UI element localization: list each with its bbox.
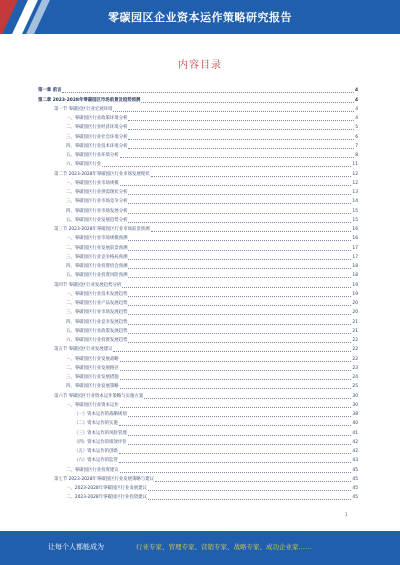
toc-entry-page: 43 <box>352 458 358 464</box>
toc-leader-dots <box>141 101 354 103</box>
toc-leader-dots <box>128 434 352 436</box>
toc-entry-page: 22 <box>352 347 358 353</box>
toc-entry[interactable] <box>38 493 358 502</box>
toc-entry-label: 二、2023-2028年零碳园区行业投资建议 <box>66 495 148 501</box>
toc-entry-label: 三、零碳园区行业社会环境分析 <box>66 134 128 140</box>
toc-entry[interactable] <box>38 142 358 151</box>
toc-entry[interactable] <box>38 484 358 493</box>
toc-entry[interactable] <box>38 336 358 345</box>
toc-entry[interactable] <box>38 327 358 336</box>
toc-entry-label: （一）资本运作的战略规划 <box>74 412 127 417</box>
toc-leader-dots <box>128 304 351 306</box>
toc-entry-label: 第六节 零碳园区行业资本运作策略与实施方案 <box>54 393 144 399</box>
toc-entry-page: 20 <box>352 310 358 316</box>
toc-entry-label: 二、零碳园区行业发展路径 <box>66 365 119 371</box>
header-banner <box>0 0 400 34</box>
toc-entry-label: 第一章 前言 <box>38 88 62 94</box>
toc-entry-page: 21 <box>352 328 358 334</box>
toc-leader-dots <box>120 471 352 473</box>
toc-entry-page: 41 <box>352 430 358 436</box>
toc-leader-dots <box>128 221 351 223</box>
toc-entry-label: 五、零碳园区行业发展趋势分析 <box>66 217 128 223</box>
toc-entry[interactable] <box>38 419 358 428</box>
toc-entry-label: 二、零碳园区行业经济环境分析 <box>66 125 128 131</box>
toc-entry[interactable] <box>38 132 358 141</box>
toc-entry-page: 15 <box>352 217 358 223</box>
toc-entry-page: 23 <box>352 365 358 371</box>
toc-leader-dots <box>120 378 352 380</box>
toc-leader-dots <box>155 480 351 482</box>
toc-leader-dots <box>148 498 351 500</box>
toc-entry-page: 38 <box>352 412 358 417</box>
toc-leader-dots <box>119 452 351 454</box>
toc-entry-page: 42 <box>352 439 358 445</box>
toc-leader-dots <box>128 212 351 214</box>
toc-entry-page: 5 <box>355 125 358 131</box>
toc-leader-dots <box>128 415 352 417</box>
toc-entry-label: （三）资本运作的风险管理 <box>74 430 127 436</box>
toc-entry[interactable] <box>38 345 358 354</box>
toc-entry-label: 六、零碳园区行业 <box>66 162 102 168</box>
toc-entry-label: 五、零碳园区行业环境分析 <box>66 153 119 158</box>
toc-entry-page: 8 <box>355 153 358 158</box>
toc-entry[interactable] <box>38 438 358 447</box>
toc-entry-page: 21 <box>352 319 358 325</box>
toc-entry-page: 45 <box>352 495 358 501</box>
toc-entry[interactable] <box>38 160 358 169</box>
toc-entry-label: 五、零碳园区行业投资风险预测 <box>66 273 128 279</box>
toc-entry-page: 18 <box>352 273 358 279</box>
toc-entry-page: 14 <box>352 199 358 205</box>
toc-entry[interactable] <box>38 308 358 317</box>
toc-entry[interactable] <box>38 465 358 474</box>
toc-entry[interactable] <box>38 188 358 197</box>
toc-entry-label: 第三节 2023-2028年零碳园区行业市场前景预测 <box>54 227 150 232</box>
toc-entry-label: 一、零碳园区行业资本运作 <box>66 402 119 408</box>
toc-entry[interactable] <box>38 123 358 132</box>
toc-entry[interactable] <box>38 391 358 400</box>
toc-entry-label: 二、零碳园区行业投资建议 <box>66 467 119 473</box>
toc-entry-page: 45 <box>352 476 358 482</box>
toc-entry-page: 45 <box>352 486 358 491</box>
toc-entry-label: 二、零碳园区行业供需现状分析 <box>66 190 128 195</box>
toc-entry-label: 第七节 2023-2028年零碳园区行业发展策略与建议 <box>54 476 154 482</box>
toc-entry[interactable] <box>38 253 358 262</box>
toc-leader-dots <box>128 295 351 297</box>
toc-entry-label: 三、零碳园区行业竞争格局预测 <box>66 254 128 260</box>
toc-entry-label: 四、零碳园区行业市场发展分析 <box>66 208 128 214</box>
toc-leader-dots <box>120 406 352 408</box>
footer-slogan: 让每个人都能成为 <box>48 543 104 551</box>
toc-entry-page: 22 <box>352 356 358 362</box>
toc-entry[interactable] <box>38 86 358 95</box>
toc-entry[interactable] <box>38 401 358 410</box>
toc-entry-label: 四、零碳园区行业发展策略 <box>66 384 119 390</box>
toc-leader-dots <box>128 332 351 334</box>
toc-entry[interactable] <box>38 299 358 308</box>
toc-entry[interactable] <box>38 95 358 104</box>
toc-entry-label: 一、零碳园区行业发展战略 <box>66 356 119 362</box>
toc-entry-page: 11 <box>352 162 358 168</box>
toc-entry[interactable] <box>38 225 358 234</box>
toc-entry-page: 13 <box>352 190 358 195</box>
toc-entry-label: 四、零碳园区行业技术环境分析 <box>66 143 128 149</box>
toc-entry-page: 4 <box>355 116 358 121</box>
toc-entry[interactable] <box>38 151 358 160</box>
toc-entry[interactable] <box>38 243 358 252</box>
toc-entry-label: 第一节 零碳园区行业宏观环境 <box>54 106 113 112</box>
toc-entry-page: 30 <box>352 402 358 408</box>
toc-leader-dots <box>128 276 351 278</box>
toc-entry-page: 4 <box>355 106 358 112</box>
toc-leader-dots <box>128 147 354 149</box>
toc-entry-label: 一、零碳园区行业市场规模预测 <box>66 236 128 242</box>
toc-entry-label: 二、零碳园区行业产品发展趋势 <box>66 301 128 306</box>
toc-leader-dots <box>119 424 351 426</box>
toc-entry[interactable] <box>38 382 358 391</box>
toc-entry[interactable] <box>38 169 358 178</box>
toc-heading: 内容目录 <box>178 60 222 71</box>
toc-entry-page: 7 <box>355 143 358 149</box>
toc-leader-dots <box>102 165 351 167</box>
toc-leader-dots <box>128 239 351 241</box>
toc-entry[interactable] <box>38 206 358 215</box>
toc-entry-page: 17 <box>352 245 358 251</box>
toc-entry-page: 22 <box>352 338 358 343</box>
toc-leader-dots <box>151 175 352 177</box>
footer-tagline: 行业专家、管理专家、营销专家、战略专家、成功企业家…… <box>136 543 312 551</box>
toc-entry-label: 第四节 零碳园区行业发展趋势分析 <box>54 282 122 288</box>
toc-entry-page: 16 <box>352 236 358 242</box>
toc-entry-label: 五、零碳园区行业政策发展趋势 <box>66 328 128 334</box>
toc-entry[interactable] <box>38 114 358 123</box>
toc-entry[interactable] <box>38 428 358 437</box>
toc-entry-label: 四、零碳园区行业投资机会预测 <box>66 264 128 269</box>
toc-leader-dots <box>128 249 351 251</box>
toc-leader-dots <box>128 443 352 445</box>
toc-entry-page: 19 <box>352 282 358 288</box>
toc-entry-label: 一、2023-2028年零碳园区行业发展建议 <box>66 486 148 491</box>
toc-entry-page: 15 <box>352 208 358 214</box>
toc-entry[interactable] <box>38 179 358 188</box>
toc-entry-page: 17 <box>352 254 358 260</box>
toc-entry[interactable] <box>38 475 358 484</box>
toc-entry[interactable] <box>38 271 358 280</box>
toc-entry-page: 45 <box>352 467 358 473</box>
toc-entry-label: 四、零碳园区行业竞争发展趋势 <box>66 319 128 325</box>
report-title: 零碳园区企业资本运作策略研究报告 <box>108 11 292 24</box>
toc-entry[interactable] <box>38 290 358 299</box>
toc-entry-label: 一、零碳园区行业市场规模 <box>66 180 119 186</box>
page-number: 1 <box>345 512 348 517</box>
footer-banner <box>0 531 400 565</box>
toc-entry[interactable] <box>38 354 358 363</box>
toc-leader-dots <box>119 461 351 463</box>
toc-leader-dots <box>148 489 351 491</box>
toc-leader-dots <box>128 138 354 140</box>
toc-entry[interactable] <box>38 456 358 465</box>
toc-leader-dots <box>120 156 355 158</box>
toc-entry[interactable] <box>38 364 358 373</box>
toc-leader-dots <box>128 323 351 325</box>
toc-leader-dots <box>128 313 351 315</box>
toc-entry-page: 6 <box>355 134 358 140</box>
toc-leader-dots <box>113 350 351 352</box>
toc-leader-dots <box>128 258 351 260</box>
toc-entry-page: 18 <box>352 264 358 269</box>
toc-entry[interactable] <box>38 280 358 289</box>
toc-leader-dots <box>120 369 352 371</box>
toc-entry-label: 三、零碳园区行业市场发展趋势 <box>66 310 128 316</box>
toc-entry-label: （四）资本运作的绩效评价 <box>74 439 127 445</box>
toc-entry-label: 第二章 2023-2028年零碳园区市场前景及趋势预测 <box>38 97 141 103</box>
toc-leader-dots <box>120 387 352 389</box>
toc-entry[interactable] <box>38 216 358 225</box>
toc-leader-dots <box>128 341 351 343</box>
toc-entry-label: （六）资本运作的监管 <box>74 458 118 464</box>
toc-entry-page: 30 <box>352 393 358 399</box>
toc-leader-dots <box>120 184 352 186</box>
toc-entry[interactable] <box>38 262 358 271</box>
toc-entry-label: 一、零碳园区行业技术发展趋势 <box>66 291 128 297</box>
toc-entry-page: 19 <box>352 291 358 297</box>
toc-leader-dots <box>120 360 352 362</box>
toc-leader-dots <box>128 128 354 130</box>
toc-entry[interactable] <box>38 234 358 243</box>
table-of-contents <box>38 86 358 502</box>
toc-entry-page: 25 <box>352 384 358 390</box>
toc-entry-label: 第五节 零碳园区行业发展建议 <box>54 347 113 353</box>
toc-entry-label: （二）资本运作的实施 <box>74 421 118 427</box>
toc-entry[interactable] <box>38 317 358 326</box>
toc-entry-label: 二、零碳园区行业发展前景预测 <box>66 245 128 251</box>
toc-leader-dots <box>128 202 351 204</box>
toc-entry[interactable] <box>38 105 358 114</box>
toc-entry[interactable] <box>38 410 358 419</box>
toc-entry-label: 一、零碳园区行业政策环境分析 <box>66 116 128 121</box>
toc-entry[interactable] <box>38 447 358 456</box>
toc-entry-page: 12 <box>352 180 358 186</box>
toc-leader-dots <box>113 110 354 112</box>
toc-entry-label: 三、零碳园区行业市场竞争分析 <box>66 199 128 205</box>
toc-entry-page: 12 <box>352 171 358 177</box>
toc-leader-dots <box>151 230 352 232</box>
toc-entry-page: 24 <box>352 375 358 380</box>
toc-leader-dots <box>144 397 351 399</box>
toc-leader-dots <box>128 267 351 269</box>
toc-entry-label: （五）资本运作的创新 <box>74 449 118 454</box>
toc-entry-label: 三、零碳园区行业发展措施 <box>66 375 119 380</box>
toc-entry-page: 4 <box>354 97 358 103</box>
toc-entry-page: 20 <box>352 301 358 306</box>
toc-leader-dots <box>128 119 354 121</box>
toc-entry-page: 16 <box>352 227 358 232</box>
toc-entry-label: 六、零碳园区行业投资发展趋势 <box>66 338 128 343</box>
toc-entry[interactable] <box>38 197 358 206</box>
toc-leader-dots <box>62 91 353 93</box>
toc-leader-dots <box>122 286 351 288</box>
toc-entry[interactable] <box>38 373 358 382</box>
toc-entry-page: 42 <box>352 449 358 454</box>
toc-entry-label: 第二节 2023-2028年零碳园区行业市场发展现状 <box>54 171 150 177</box>
toc-entry-page: 40 <box>352 421 358 427</box>
toc-leader-dots <box>128 193 351 195</box>
toc-entry-page: 4 <box>354 88 358 94</box>
